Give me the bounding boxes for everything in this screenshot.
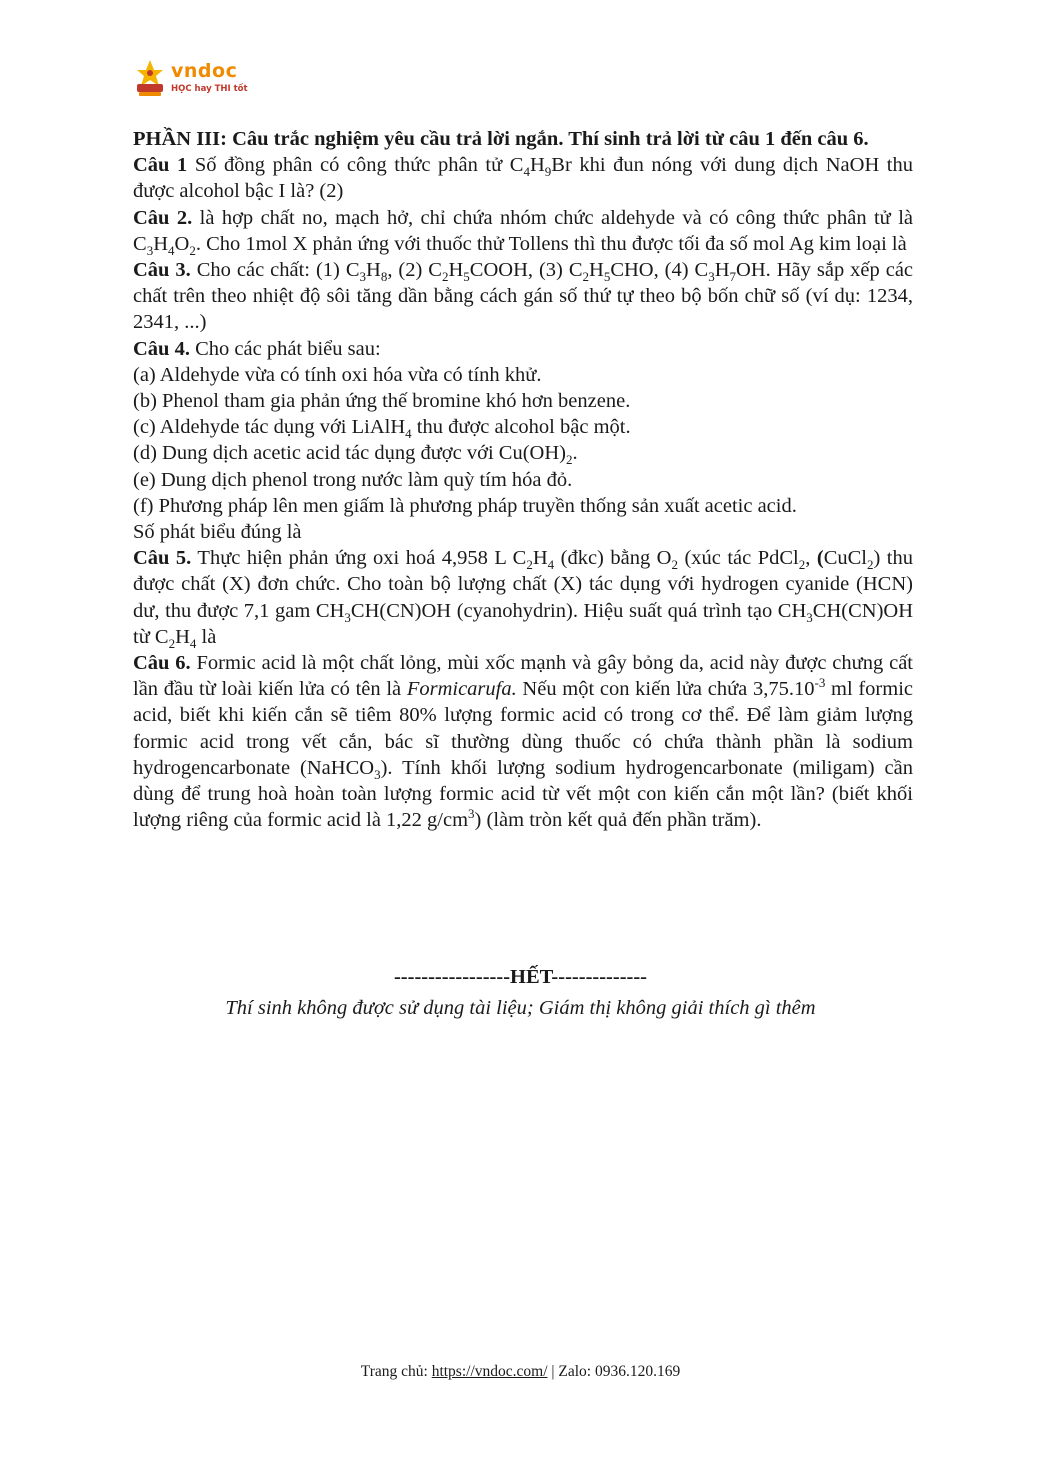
statement-d: (d) Dung dịch acetic acid tác dụng được với $Cu(OH)_2$. xyxy=(133,442,578,468)
statement-f: (f) Phương pháp lên men giấm là phương pháp truyền thống sản xuất acetic acid. xyxy=(133,494,797,517)
question-label: Câu 5. xyxy=(133,547,192,570)
vndoc-logo[interactable] xyxy=(133,58,263,102)
statement-e: (e) Dung dịch phenol trong nước làm quỳ tím hóa đỏ. xyxy=(133,468,573,491)
question-label: Câu 1 xyxy=(133,154,188,177)
question-2: Câu 2. là hợp chất no, mạch hở, chỉ chứa nhóm chức aldehyde và có công thức phân tử là $C_3H_4O_2$. Cho 1mol X phản ứng với thuốc thử Tollens thì thu được tối đa số mol Ag kim loại là xyxy=(133,206,913,258)
question-6: Câu 6. Formic acid là một chất lỏng, mùi xốc mạnh và gây bỏng da, acid này được chưng cất lần đầu từ loài kiến lửa có tên là Formicarufa. Nếu một con kiến lửa chứa $3,75.10^{-3}$ ml formic acid, biết khi kiến cắn sẽ tiêm 80% lượng formic acid có trong cơ thể. Để làm giảm lượng formic acid trong vết cắn, bác sĩ thường dùng thuốc có chứa thành phần là sodium hydrogencarbonate (NaHCO$_3$). Tính khối lượng sodium hydrogencarbonate (miligam) cần dùng để trung hoà hoàn toàn lượng formic acid từ vết một con kiến cắn một lần? (biết khối lượng riêng của formic acid là 1,22 $g/cm^3$) (làm tròn kết quả đến phần trăm). xyxy=(133,652,913,832)
question-4-ask: Số phát biểu đúng là xyxy=(133,521,302,544)
question-5: Câu 5. Thực hiện phản ứng oxi hoá 4,958 L $C_2H_4$ (đkc) bằng $O_2$ (xúc tác PdCl$_2$, (CuCl$_2$) thu được chất (X) đơn chức. Cho toàn bộ lượng chất (X) tác dụng với hydrogen cyanide (HCN) dư, thu được 7,1 gam $CH_3CH(CN)OH$ (cyanohydrin). Hiệu suất quá trình tạo $CH_3CH(CN)OH$ từ $C_2H_4$ là xyxy=(133,547,913,651)
question-label: Câu 4. xyxy=(133,337,190,360)
question-label: Câu 6. xyxy=(133,652,191,675)
logo-emblem-icon xyxy=(133,58,167,98)
question-3: Câu 3. Cho các chất: (1) $C_3H_8$, (2) $C_2H_5COOH$, (3) $C_2H_5CHO$, (4) $C_3H_7OH$. Hãy sắp xếp các chất trên theo nhiệt độ sôi tăng dần bằng cách gán số thứ tự theo bộ bốn chữ số (ví dụ: 1234, 2341, ...) xyxy=(133,259,914,334)
statement-a: (a) Aldehyde vừa có tính oxi hóa vừa có tính khử. xyxy=(133,363,542,386)
statement-b: (b) Phenol tham gia phản ứng thế bromine khó hơn benzene. xyxy=(133,390,631,413)
end-marker: -----------------HẾT-------------- xyxy=(393,966,648,988)
logo-slogan: HỌC hay THI tốt xyxy=(171,84,248,94)
question-4: Câu 4. Cho các phát biểu sau: xyxy=(133,337,381,360)
exam-note: Thí sinh không được sử dụng tài liệu; Giám thị không giải thích gì thêm xyxy=(225,997,816,1019)
statement-c: (c) Aldehyde tác dụng với LiAlH$_4$ thu được alcohol bậc một. xyxy=(133,416,631,442)
question-1: Câu 1 Số đồng phân có công thức phân tử $C_4H_9Br$ khi đun nóng với dung dịch NaOH thu được alcohol bậc I là? (2) xyxy=(133,154,913,203)
homepage-link[interactable]: https://vndoc.com/ xyxy=(431,1363,548,1380)
question-label: Câu 3. xyxy=(133,259,191,282)
section-title: PHẦN III: Câu trắc nghiệm yêu cầu trả lời ngắn. Thí sinh trả lời từ câu 1 đến câu 6. xyxy=(133,128,869,150)
logo-name: vndoc xyxy=(171,60,238,82)
exam-content xyxy=(133,126,913,833)
page-footer: Trang chủ: https://vndoc.com/ | Zalo: 0936.120.169 xyxy=(360,1363,681,1380)
question-label: Câu 2. xyxy=(133,206,193,229)
